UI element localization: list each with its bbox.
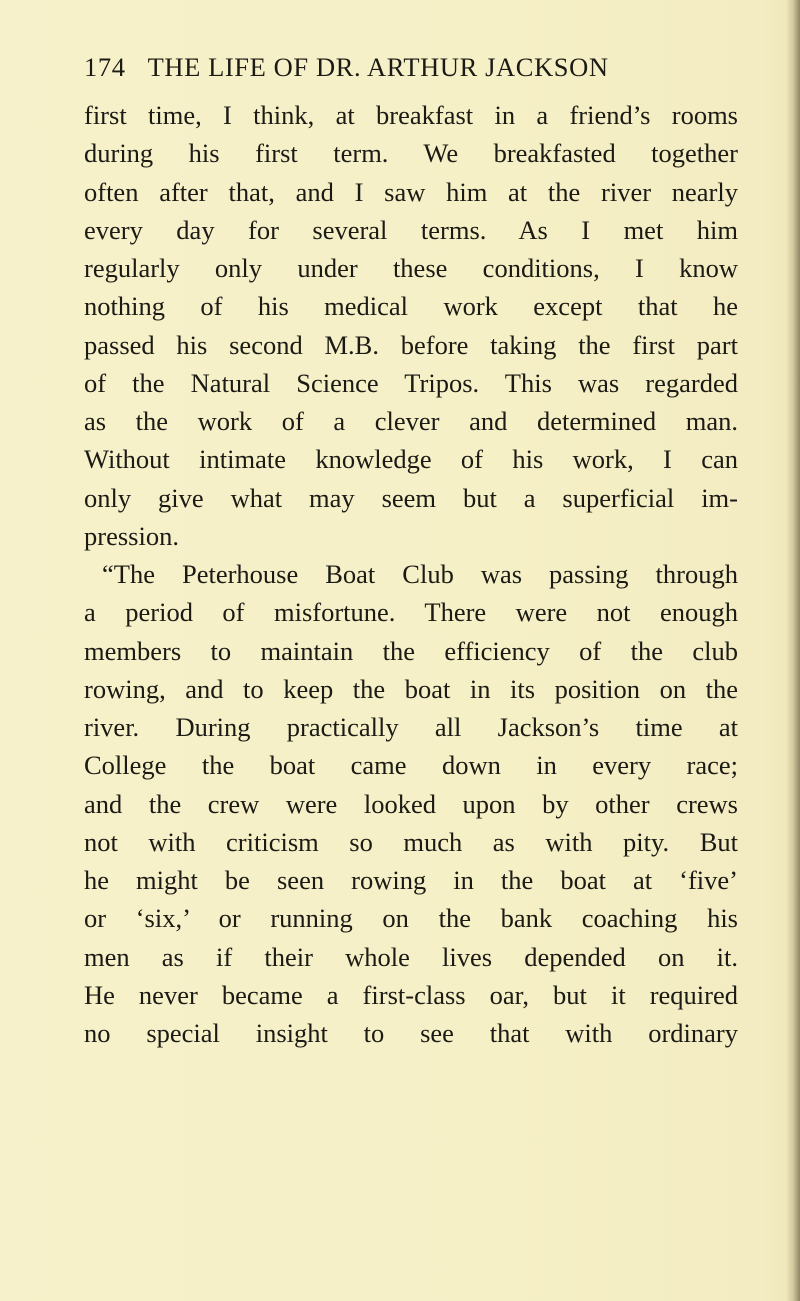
text-line: only give what may seem but a superficial im- bbox=[84, 482, 738, 513]
text-line: Without intimate knowledge of his work, I can bbox=[84, 444, 738, 475]
page-edge-shadow bbox=[786, 0, 800, 1301]
text-line: he might be seen rowing in the boat at ‘five’ bbox=[84, 865, 738, 895]
text-line: members to maintain the efficiency of the club bbox=[84, 635, 738, 666]
text-line: nothing of his medical work except that he bbox=[84, 291, 738, 322]
text-line: no special insight to see that with ordinary bbox=[84, 1018, 738, 1048]
running-title: THE LIFE OF DR. ARTHUR JACKSON bbox=[147, 52, 609, 82]
text-line: regularly only under these conditions, I know bbox=[84, 253, 738, 283]
text-line: passed his second M.B. before taking the first part bbox=[84, 329, 738, 360]
page-number: 174 bbox=[84, 52, 126, 82]
text-line: He never became a first-class oar, but it required bbox=[84, 979, 738, 1010]
text-line: College the boat came down in every race; bbox=[84, 750, 738, 781]
text-line: during his first term. We breakfasted together bbox=[84, 138, 738, 169]
paragraph-start-line: “The Peterhouse Boat Club was passing through bbox=[102, 559, 738, 589]
text-line: first time, I think, at breakfast in a friend’s rooms bbox=[84, 100, 738, 130]
text-line: rowing, and to keep the boat in its position on the bbox=[84, 673, 738, 704]
running-header bbox=[84, 52, 764, 92]
text-line: men as if their whole lives depended on it. bbox=[84, 941, 738, 972]
text-line: not with criticism so much as with pity. But bbox=[84, 826, 738, 857]
text-line: often after that, and I saw him at the river nearly bbox=[84, 176, 738, 207]
text-line: pression. bbox=[84, 520, 179, 551]
text-line: and the crew were looked upon by other crews bbox=[84, 788, 738, 819]
text-line: every day for several terms. As I met him bbox=[84, 214, 738, 245]
text-line: river. During practically all Jackson’s time at bbox=[84, 712, 738, 742]
text-line: of the Natural Science Tripos. This was regarded bbox=[84, 367, 738, 398]
text-line: or ‘six,’ or running on the bank coaching his bbox=[84, 903, 738, 934]
body-text bbox=[84, 96, 738, 1052]
text-line: a period of misfortune. There were not enough bbox=[84, 597, 738, 628]
text-line: as the work of a clever and determined man. bbox=[84, 406, 738, 436]
